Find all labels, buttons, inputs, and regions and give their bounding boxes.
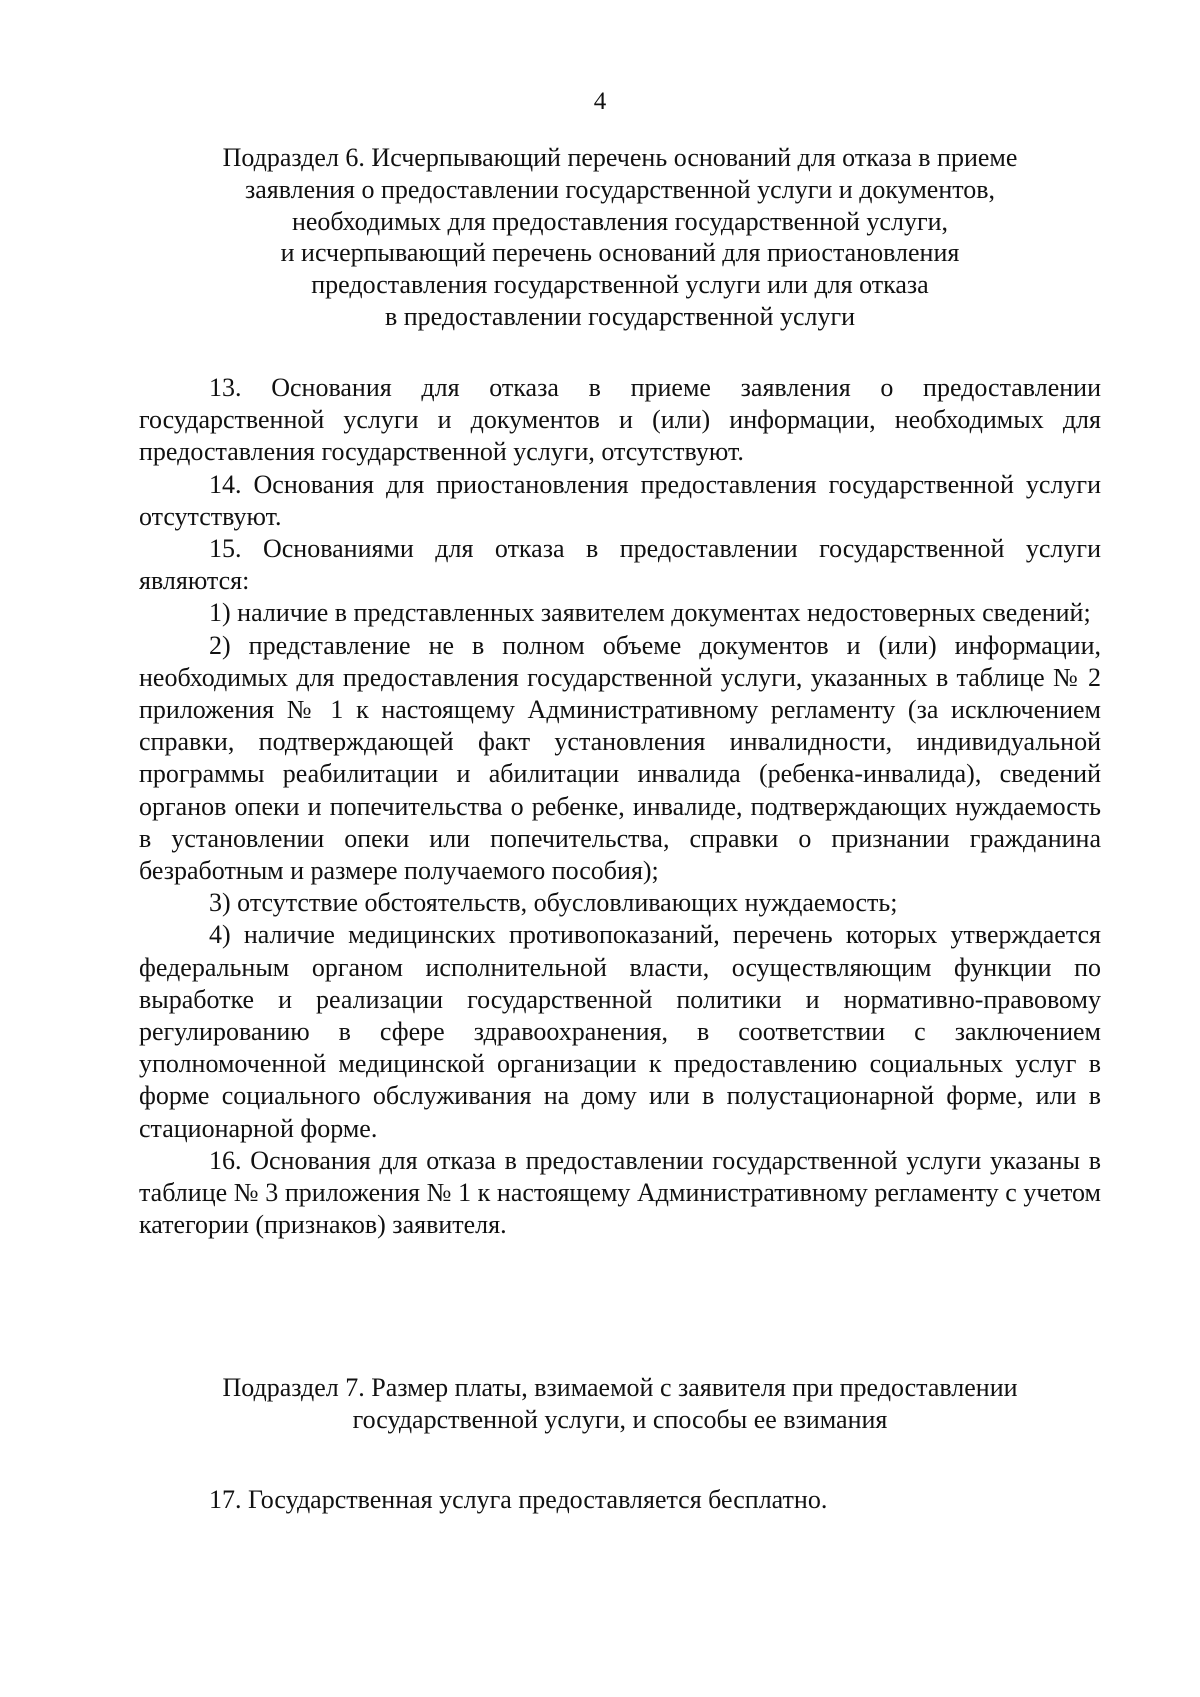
paragraph-13: 13. Основания для отказа в приеме заявления о предоставлении государственной услуги и документов и (или) информации, необходимых для предоставления государственной услуги, отсутствуют. [139, 373, 1101, 467]
list-item-3: 3) отсутствие обстоятельств, обусловливающих нуждаемость; [209, 888, 898, 918]
paragraph-15: 15. Основаниями для отказа в предоставлении государственной услуги являются: [139, 534, 1101, 596]
list-item-1: 1) наличие в представленных заявителем документах недостоверных сведений; [209, 598, 1091, 628]
heading-line: Подраздел 6. Исчерпывающий перечень оснований для отказа в приеме [222, 143, 1018, 172]
heading-line: Подраздел 7. Размер платы, взимаемой с заявителя при предоставлении [222, 1373, 1018, 1402]
list-item-4: 4) наличие медицинских противопоказаний, перечень которых утверждается федеральным органом исполнительной власти, осуществляющим функции по выработке и реализации государственной политики и нормативно-правовому регулированию в сфере здравоохранения, в соответствии с заключением уполномоченной медицинской организации к предоставлению социальных услуг в форме социального обслуживания на дому или в полустационарной форме, или в стационарной форме. [139, 920, 1101, 1143]
heading-line: государственной услуги, и способы ее взимания [352, 1404, 888, 1434]
heading-line: в предоставлении государственной услуги [384, 301, 856, 331]
heading-line: предоставления государственной услуги или для отказа [311, 270, 929, 300]
list-item-2: 2) представление не в полном объеме документов и (или) информации, необходимых для предоставления государственной услуги, указанных в таблице № 2 приложения № 1 к настоящему Административному регламенту (за исключением справки, подтверждающей факт установления инвалидности, индивидуальной программы реабилитации и абилитации инвалида (ребенка-инвалида), сведений органов опеки и попечительства о ребенке, инвалиде, подтверждающих нуждаемость в установлении опеки или попечительства, справки о признании гражданина безработным и размере получаемого пособия); [139, 630, 1101, 886]
document-body [139, 372, 1101, 1241]
document-body-2 [139, 1484, 1101, 1516]
heading-line: и исчерпывающий перечень оснований для приостановления [280, 238, 960, 268]
heading-line: заявления о предоставлении государственной услуги и документов, [244, 174, 996, 204]
section-7-heading [120, 1372, 1120, 1436]
heading-line: необходимых для предоставления государственной услуги, [291, 206, 949, 236]
paragraph-17: 17. Государственная услуга предоставляется бесплатно. [209, 1485, 828, 1514]
paragraph-14: 14. Основания для приостановления предоставления государственной услуги отсутствуют. [139, 469, 1101, 531]
paragraph-16: 16. Основания для отказа в предоставлении государственной услуги указаны в таблице № 3 приложения № 1 к настоящему Административному регламенту с учетом категории (признаков) заявителя. [139, 1145, 1101, 1240]
page-number: 4 [593, 88, 607, 115]
section-6-heading [120, 142, 1120, 333]
